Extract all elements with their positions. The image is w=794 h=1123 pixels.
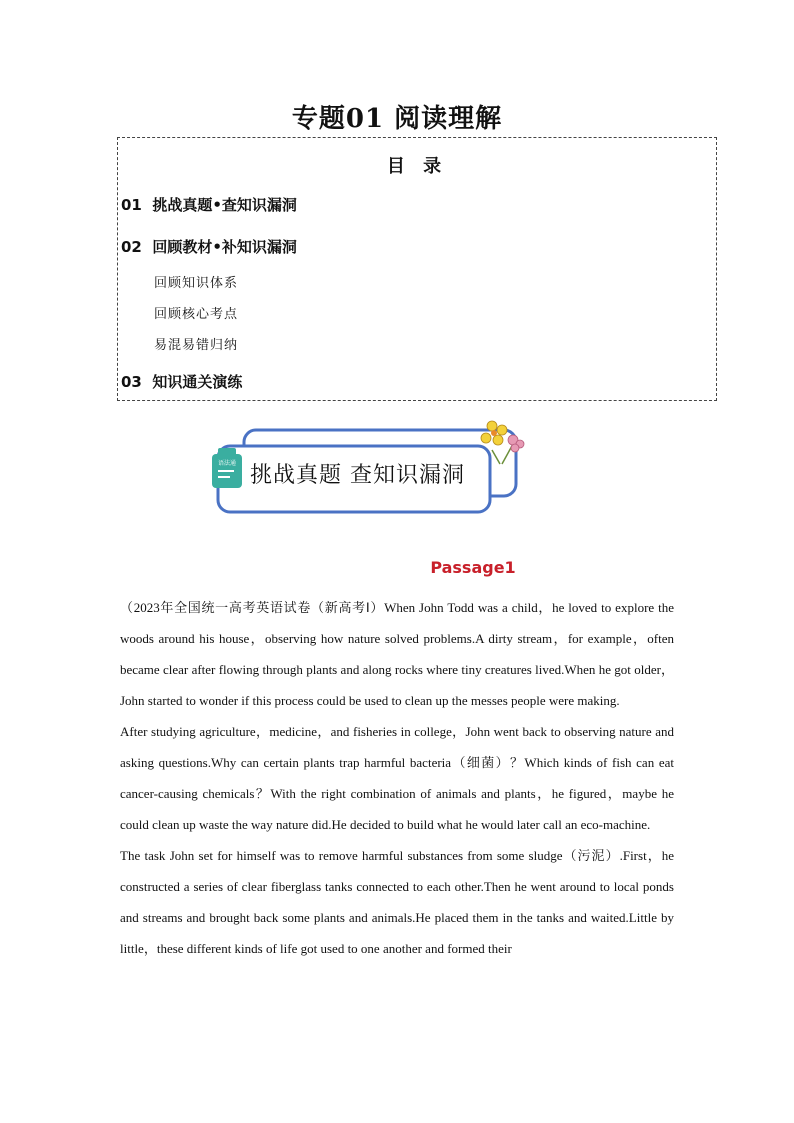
toc-item-number: 01 [121,196,142,214]
banner-title: 挑战真题 查知识漏洞 [250,463,465,488]
toc-subitem-1[interactable]: 回顾知识体系 [154,276,239,291]
passage-paragraph-3: The task John set for himself was to remove harmful substances from some sludge（污泥）.First，he constructed a series of clear fiberglass tanks connected to each other.Then he went around to local ponds and streams and brought back some plants and animals.He placed them in the tanks and waited.Little by little，these different kinds of life got used to one another and formed their [120,848,674,956]
page-title: 专题01 阅读理解 [291,104,503,134]
toc-item-label: 回顾教材•补知识漏洞 [152,238,297,256]
toc-item-number: 03 [121,373,142,391]
toc-item-label: 挑战真题•查知识漏洞 [152,196,297,214]
table-of-contents [117,137,717,401]
passage-body [120,592,674,964]
passage-paragraph-2: After studying agriculture，medicine，and fisheries in college，John went back to observing nature and asking questions.Why can certain plants trap harmful bacteria（细菌）？Which kinds of fish can eat cancer-causing chemicals？With the right combination of animals and plants，he figured，maybe he could clean up waste the way nature did.He decided to build what he would later call an eco-machine. [120,724,674,832]
toc-item-1[interactable] [121,194,297,215]
toc-subitem-3[interactable]: 易混易错归纳 [154,338,239,353]
toc-item-3[interactable] [121,371,242,392]
passage-label: Passage1 [430,558,516,577]
toc-subitem-2[interactable]: 回顾核心考点 [154,307,239,322]
badge-label: 语法通 [217,460,237,467]
toc-item-label: 知识通关演练 [152,373,243,391]
badge-icon [212,448,242,488]
toc-item-2[interactable] [121,236,297,257]
toc-heading: 目 录 [386,156,448,177]
toc-item-number: 02 [121,238,142,256]
passage-paragraph-1: （2023年全国统一高考英语试卷（新高考Ⅰ）When John Todd was a child，he loved to explore the woods around his house，observing how nature solved problems.A dirty stream，for example，often became clear after flowing through plants and along rocks where tiny creatures lived.When he got older，John started to wonder if this process could be used to clean up the messes people were making. [120,600,674,708]
